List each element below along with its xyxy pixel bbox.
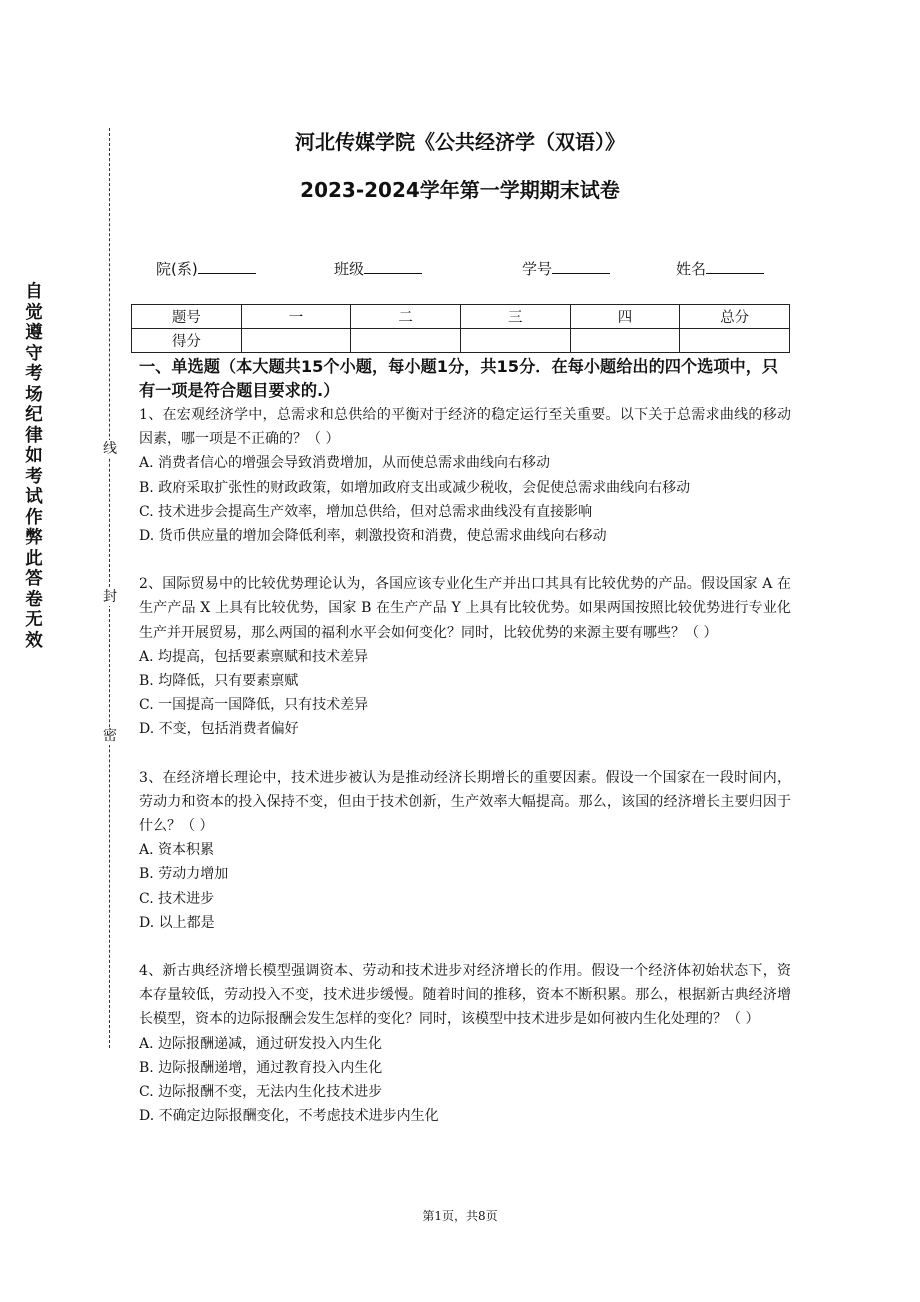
name-label: 姓名 [676, 260, 707, 278]
student-id-label: 学号 [522, 260, 553, 278]
score-entry-cell[interactable] [460, 329, 570, 353]
question-stem: 4、新古典经济增长模型强调资本、劳动和技术进步对经济增长的作用。假设一个经济体初始状态下，资本存量较低，劳动投入不变，技术进步缓慢。随着时间的推移，资本不断积累。那么，根据新古典经济增长模型，资本的边际报酬会发生怎样的变化？同时，该模型中技术进步是如何被内生化处理的？（ ） [139, 963, 791, 1028]
option-c[interactable]: C. 技术进步会提高生产效率，增加总供给，但对总需求曲线没有直接影响 [139, 503, 593, 520]
question-item [139, 959, 791, 1128]
exam-title: 河北传媒学院《公共经济学（双语）》 [295, 130, 625, 154]
score-cell: 题号 [132, 305, 242, 329]
seal-mark-seal: 封 [103, 589, 117, 605]
question-list [139, 403, 791, 1152]
score-entry-cell[interactable] [680, 329, 790, 353]
exam-discipline-warning: 自觉遵守考场纪律如考试作弊此答卷无效 [25, 282, 43, 651]
question-stem: 2、国际贸易中的比较优势理论认为，各国应该专业化生产并出口其具有比较优势的产品。假设国家 A 在生产产品 X 上具有比较优势，国家 B 在生产产品 Y 上具有比较优势。如果两国按照比较优势进行专业化生产并开展贸易，那么两国的福利水平会如何变化？同时，比较优势的来源主要有哪些？（ ） [139, 576, 791, 641]
score-cell: 二 [351, 305, 461, 329]
page-number: 第1页，共8页 [422, 1209, 498, 1223]
option-b[interactable]: B. 边际报酬递增，通过教育投入内生化 [139, 1059, 383, 1076]
score-entry-cell[interactable] [351, 329, 461, 353]
seal-mark-secret: 密 [103, 728, 117, 744]
class-label: 班级 [334, 260, 365, 278]
question-item [139, 572, 791, 741]
section-heading: 一、单选题（本大题共15个小题，每小题1分，共15分．在每小题给出的四个选项中，只有一项是符合题目要求的.） [139, 357, 779, 400]
question-item [139, 766, 791, 935]
question-stem: 1、在宏观经济学中，总需求和总供给的平衡对于经济的稳定运行至关重要。以下关于总需求曲线的移动因素，哪一项是不正确的？（ ） [139, 407, 791, 448]
option-b[interactable]: B. 劳动力增加 [139, 866, 229, 883]
option-d[interactable]: D. 不变，包括消费者偏好 [139, 721, 299, 738]
department-label: 院(系) [156, 260, 198, 278]
department-blank[interactable] [198, 259, 256, 274]
option-c[interactable]: C. 一国提高一国降低，只有技术差异 [139, 697, 369, 714]
score-cell: 得分 [132, 329, 242, 353]
student-id-field[interactable] [522, 258, 610, 279]
exam-subtitle: 2023-2024学年第一学期期末试卷 [300, 178, 620, 202]
option-a[interactable]: A. 消费者信心的增强会导致消费增加，从而使总需求曲线向右移动 [139, 455, 551, 472]
option-a[interactable]: A. 均提高，包括要素禀赋和技术差异 [139, 648, 369, 665]
name-field[interactable] [676, 258, 764, 279]
question-stem: 3、在经济增长理论中，技术进步被认为是推动经济长期增长的重要因素。假设一个国家在一段时间内，劳动力和资本的投入保持不变，但由于技术创新，生产效率大幅提高。那么，该国的经济增长主要归因于什么？（ ） [139, 769, 791, 835]
option-b[interactable]: B. 均降低，只有要素禀赋 [139, 673, 299, 690]
option-d[interactable]: D. 不确定边际报酬变化，不考虑技术进步内生化 [139, 1108, 439, 1125]
option-b[interactable]: B. 政府采取扩张性的财政政策，如增加政府支出或减少税收，会促使总需求曲线向右移动 [139, 479, 691, 496]
option-a[interactable]: A. 边际报酬递减，通过研发投入内生化 [139, 1035, 383, 1052]
score-table-score-row [132, 329, 790, 353]
name-blank[interactable] [706, 259, 764, 274]
department-field[interactable] [156, 258, 256, 279]
score-entry-cell[interactable] [570, 329, 680, 353]
option-a[interactable]: A. 资本积累 [139, 842, 215, 859]
student-id-blank[interactable] [552, 259, 610, 274]
score-cell: 一 [241, 305, 351, 329]
option-d[interactable]: D. 货币供应量的增加会降低利率，刺激投资和消费，使总需求曲线向右移动 [139, 528, 607, 545]
question-item [139, 403, 791, 548]
score-table-header-row [132, 305, 790, 329]
option-d[interactable]: D. 以上都是 [139, 914, 215, 931]
score-cell: 总分 [680, 305, 790, 329]
class-field[interactable] [334, 258, 422, 279]
score-cell: 四 [570, 305, 680, 329]
score-cell: 三 [460, 305, 570, 329]
score-table [131, 304, 790, 353]
score-entry-cell[interactable] [241, 329, 351, 353]
option-c[interactable]: C. 技术进步 [139, 890, 215, 907]
seal-mark-line: 线 [103, 441, 117, 457]
class-blank[interactable] [364, 259, 422, 274]
option-c[interactable]: C. 边际报酬不变，无法内生化技术进步 [139, 1084, 383, 1101]
